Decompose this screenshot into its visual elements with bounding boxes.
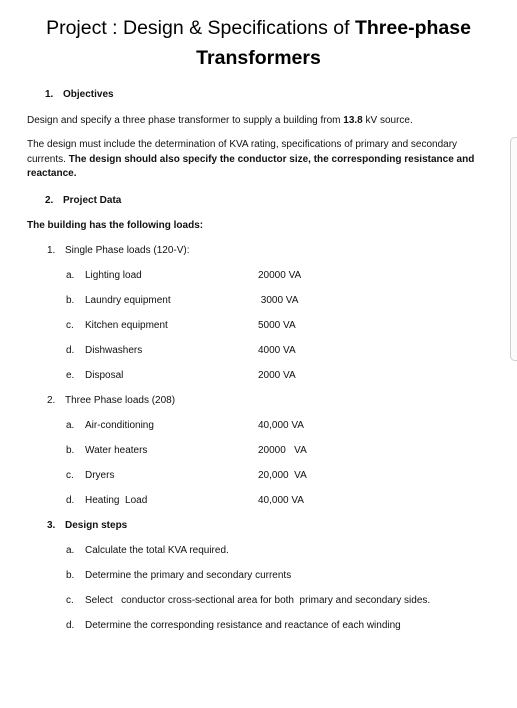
title-plain-text: Project : Design & Specifications of [46, 17, 355, 39]
section-heading-objectives [45, 88, 114, 101]
section-title: Objectives [63, 89, 114, 100]
section-number: 2. [45, 195, 54, 206]
load-name: Heating Load [85, 495, 148, 506]
load-item: c. Kitchen equipment [66, 320, 168, 331]
load-value: 20,000 VA [258, 470, 307, 481]
load-name: Dishwashers [85, 345, 143, 356]
load-value: 40,000 VA [258, 420, 304, 431]
objectives-p2-text: The design must include the determination of KVA rating, specifications of primary and secondary currents. [27, 139, 458, 165]
objectives-paragraph-2 [27, 138, 479, 182]
load-name: Water heaters [85, 445, 148, 456]
objectives-paragraph-1 [27, 114, 479, 129]
group-number: 1. [47, 245, 56, 256]
design-step: c. Select conductor cross-sectional area for both primary and secondary sides. [66, 595, 431, 606]
group-label: Single Phase loads (120-V): [65, 245, 190, 256]
section-title: Project Data [63, 195, 122, 206]
loads-intro: The building has the following loads: [27, 220, 204, 231]
design-step: d. Determine the corresponding resistance and reactance of each winding [66, 620, 401, 631]
objectives-p1-unit: kV source. [362, 115, 413, 126]
section-title: Design steps [65, 520, 128, 531]
load-value: 20000 VA [258, 445, 307, 456]
design-step: b. Determine the primary and secondary currents [66, 570, 292, 581]
load-item: a. Air-conditioning [66, 420, 154, 431]
load-value: 4000 VA [258, 345, 296, 356]
side-scroll-tab[interactable] [510, 137, 517, 361]
step-text: Determine the primary and secondary currents [85, 570, 292, 581]
step-text: Determine the corresponding resistance and reactance of each winding [85, 620, 401, 631]
document-title-line-1 [0, 14, 517, 42]
document-title-line-2: Transformers [196, 47, 321, 69]
title-bold-text: Three-phase [354, 17, 471, 39]
load-item: d. Heating Load [66, 495, 148, 506]
objectives-p2-bold-text: The design should also specify the conductor size, the corresponding resistance and reactance. [27, 153, 475, 179]
section-heading-design-steps [47, 519, 127, 532]
load-group-three-phase [47, 394, 175, 407]
section-number: 3. [47, 520, 56, 531]
source-voltage-value: 13.8 [343, 115, 363, 126]
objectives-p1-text: Design and specify a three phase transformer to supply a building from [27, 115, 344, 126]
load-item: a. Lighting load [66, 270, 142, 281]
load-item: e. Disposal [66, 370, 124, 381]
load-name: Lighting load [85, 270, 142, 281]
load-name: Laundry equipment [85, 295, 171, 306]
load-item: d. Dishwashers [66, 345, 143, 356]
load-item: b. Water heaters [66, 445, 148, 456]
load-group-single-phase [47, 244, 190, 257]
design-step: a. Calculate the total KVA required. [66, 545, 229, 556]
load-value: 40,000 VA [258, 495, 304, 506]
section-number: 1. [45, 89, 54, 100]
load-name: Air-conditioning [85, 420, 154, 431]
load-name: Disposal [85, 370, 124, 381]
load-name: Dryers [85, 470, 115, 481]
load-item: b. Laundry equipment [66, 295, 171, 306]
step-text: Select conductor cross-sectional area for both primary and secondary sides. [85, 595, 431, 606]
group-number: 2. [47, 395, 56, 406]
load-item: c. Dryers [66, 470, 115, 481]
load-value: 5000 VA [258, 320, 296, 331]
group-label: Three Phase loads (208) [65, 395, 176, 406]
load-value: 2000 VA [258, 370, 296, 381]
step-text: Calculate the total KVA required. [85, 545, 229, 556]
load-value: 20000 VA [258, 270, 302, 281]
load-value: 3000 VA [258, 295, 299, 306]
load-name: Kitchen equipment [85, 320, 168, 331]
section-heading-project-data [45, 194, 121, 207]
